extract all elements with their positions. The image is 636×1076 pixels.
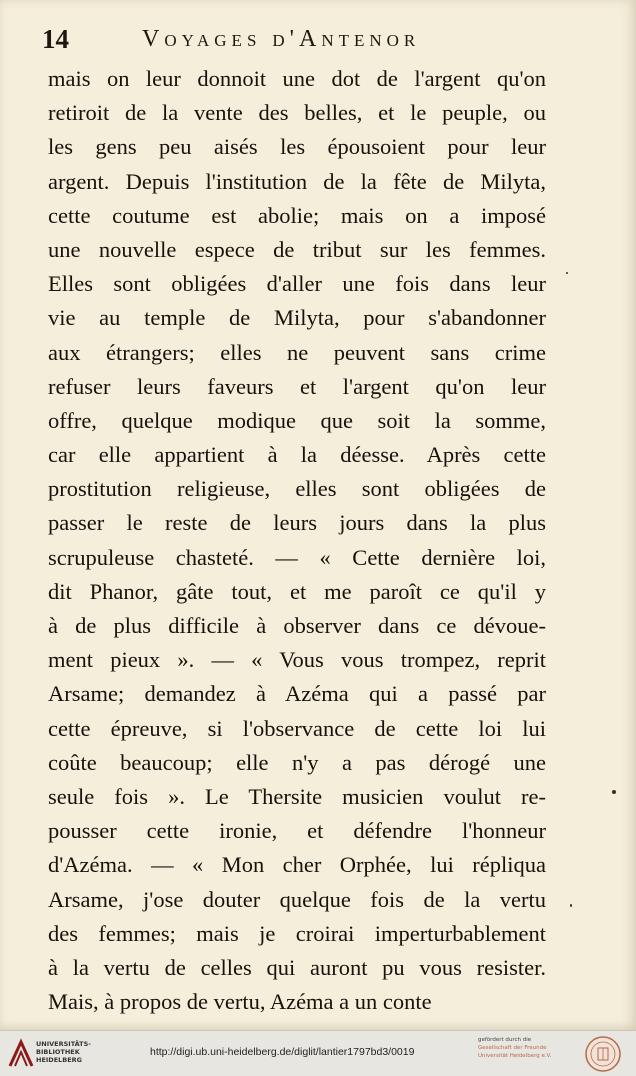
page-number: 14	[42, 24, 69, 54]
text-line: prostitution religieuse, elles sont obligées de	[48, 476, 546, 502]
text-line: à la vertu de celles qui auront pu vous resister.	[48, 954, 546, 980]
library-name-line: BIBLIOTHEK	[36, 1048, 80, 1056]
text-line: argent. Depuis l'institution de la fête de Milyta,	[48, 168, 546, 194]
paper-speck	[612, 790, 616, 794]
library-name	[36, 1040, 126, 1064]
body-text	[48, 62, 546, 1019]
text-line: scrupuleuse chasteté. — « Cette dernière loi,	[48, 544, 546, 570]
text-line: Mais, à propos de vertu, Azéma a un conte	[48, 989, 432, 1015]
text-line: des femmes; mais je croirai imperturbablement	[48, 920, 546, 946]
text-line: car elle appartient à la déesse. Après cette	[48, 442, 546, 468]
text-line: offre, quelque modique que soit la somme,	[48, 407, 546, 433]
text-line: aux étrangers; elles ne peuvent sans crime	[48, 339, 546, 365]
paper-speck	[570, 904, 572, 907]
university-seal-icon	[584, 1035, 622, 1073]
footer-bar	[0, 1030, 636, 1076]
text-line: pousser cette ironie, et défendre l'honneur	[48, 818, 546, 844]
university-library-logo-icon	[8, 1038, 34, 1068]
library-name-line: UNIVERSITÄTS-	[36, 1040, 91, 1048]
text-line: ment pieux ». — « Vous vous trompez, reprit	[48, 647, 546, 673]
text-line: retiroit de la vente des belles, et le peuple, ou	[48, 100, 546, 126]
funding-note	[478, 1036, 576, 1060]
permalink-url[interactable]: http://digi.ub.uni-heidelberg.de/diglit/lantier1797bd3/0019	[150, 1046, 415, 1058]
text-line: coûte beaucoup; elle n'y a pas dérogé une	[48, 749, 546, 775]
text-line: une nouvelle espece de tribut sur les femmes.	[48, 236, 546, 262]
funding-line: gefördert durch die	[478, 1037, 532, 1043]
text-line: à de plus difficile à observer dans ce dévoue-	[48, 613, 546, 638]
page-header	[42, 22, 602, 62]
text-line: seule fois ». Le Thersite musicien voulut re-	[48, 783, 546, 809]
text-line: d'Azéma. — « Mon cher Orphée, lui répliqua	[48, 852, 546, 878]
text-line: les gens peu aisés les épousoient pour leur	[48, 134, 546, 160]
text-line: Arsame; demandez à Azéma qui a passé par	[48, 681, 546, 707]
library-name-line: HEIDELBERG	[36, 1056, 83, 1064]
text-line: cette coutume est abolie; mais on a imposé	[48, 202, 546, 228]
text-line: Elles sont obligées d'aller une fois dans leur	[48, 271, 546, 297]
text-line: vie au temple de Milyta, pour s'abandonner	[48, 305, 546, 331]
funding-line: Gesellschaft der Freunde	[478, 1045, 547, 1051]
text-line: cette épreuve, si l'observance de cette loi lui	[48, 715, 546, 741]
running-title: Voyages d'Antenor	[142, 26, 421, 52]
paper-speck	[566, 272, 568, 274]
text-line: passer le reste de leurs jours dans la plus	[48, 510, 546, 536]
text-line: refuser leurs faveurs et l'argent qu'on leur	[48, 373, 546, 399]
funding-line: Universität Heidelberg e.V.	[478, 1053, 552, 1059]
text-line: dit Phanor, gâte tout, et me paroît ce qu'il y	[48, 578, 546, 604]
text-line: mais on leur donnoit une dot de l'argent qu'on	[48, 66, 546, 91]
text-line: Arsame, j'ose douter quelque fois de la vertu	[48, 886, 546, 912]
